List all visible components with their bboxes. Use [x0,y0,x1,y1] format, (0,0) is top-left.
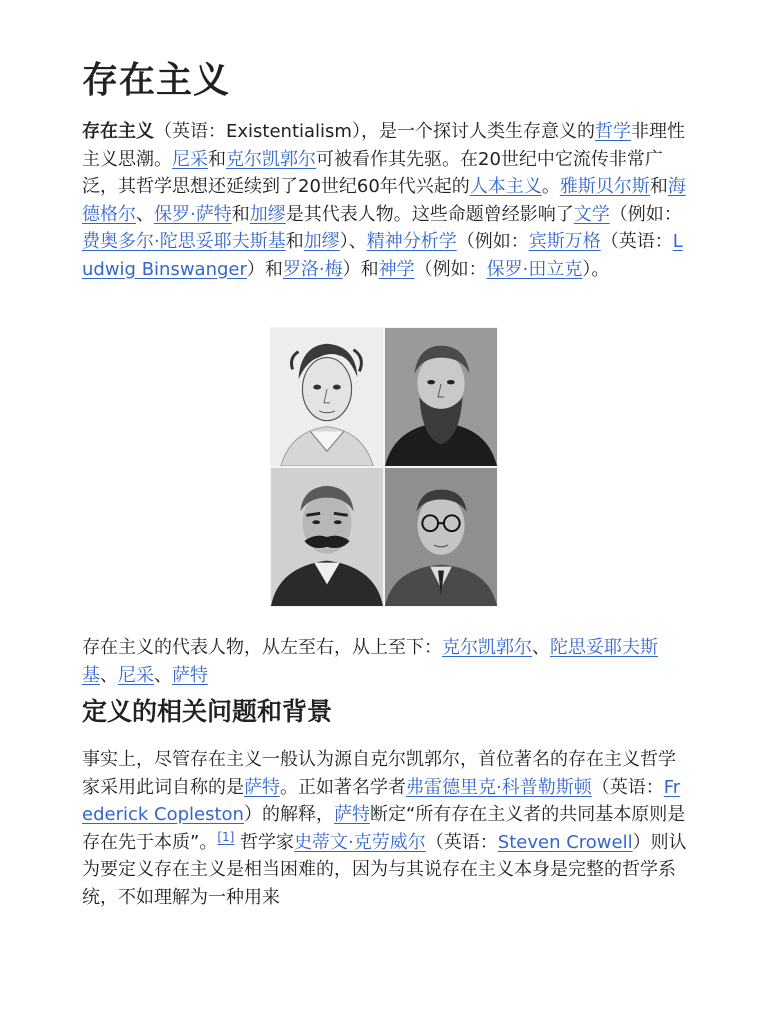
text: 和 [208,148,226,170]
link-copleston-en[interactable]: Frederick Copleston [82,776,681,825]
text: （例如： [414,258,487,280]
text: ）则认为要定义存在主义是相当困难的，因为与其说存在主义本身是完整的哲学系统，不如理解为一种用来 [82,831,687,908]
link-crowell-en[interactable]: Steven Crowell [497,831,633,853]
caption-link-kierkegaard[interactable]: 克尔凯郭尔 [442,637,532,658]
caption-link-dostoevsky[interactable]: 陀思妥耶夫斯基 [82,637,658,686]
text: 是其代表人物。这些命题曾经影响了 [285,203,574,225]
section-heading: 定义的相关问题和背景 [82,697,333,726]
section-paragraph [82,746,688,911]
text: ）的解释， [243,804,334,825]
intro-paragraph [82,118,688,283]
text: （英语： [425,831,498,853]
text: 、 [532,637,550,658]
nietzsche-portrait [270,467,384,607]
link-humanism[interactable]: 人本主义 [469,176,542,197]
link-psychoanalysis[interactable]: 精神分析学 [366,231,457,252]
text: ）、 [339,231,367,252]
link-sartre[interactable]: 保罗·萨特 [154,203,232,225]
link-philosophy[interactable]: 哲学 [594,121,631,142]
link-binswanger-en[interactable]: Ludwig Binswanger [82,231,683,280]
text: （例如： [609,203,682,225]
text: 非理性主义思潮。 [82,121,685,170]
term-bold: 存在主义 [82,121,154,142]
text: 断定“所有存在主义者的共同基本原则是存在先于本质”。 [82,804,686,853]
link-tillich[interactable]: 保罗·田立克 [486,258,583,280]
text: 事实上，尽管存在主义一般认为源自克尔凯郭尔，首位著名的存在主义哲学家采用此词自称的是 [82,749,676,798]
text: （例如： [456,231,529,252]
text: ）和 [342,258,379,280]
link-jaspers[interactable]: 雅斯贝尔斯 [559,176,650,197]
link-nietzsche[interactable]: 尼采 [172,148,208,170]
reference-link[interactable]: [1] [217,829,235,844]
link-sartre-2[interactable]: 萨特 [244,776,280,798]
text: 、 [100,664,118,686]
link-copleston[interactable]: 弗雷德里克·科普勒斯顿 [406,776,592,798]
link-kierkegaard[interactable]: 克尔凯郭尔 [226,148,316,170]
link-crowell[interactable]: 史蒂文·克劳威尔 [294,831,426,853]
page-title: 存在主义 [82,60,231,101]
text: 、 [136,203,154,225]
kierkegaard-portrait [270,327,384,467]
text: 。正如著名学者 [280,776,406,798]
dostoevsky-portrait [384,327,498,467]
link-camus[interactable]: 加缪 [249,203,286,225]
sartre-portrait [384,467,498,607]
text: （英语：Existentialism），是一个探讨人类生存意义的 [154,121,595,142]
figure-caption [82,634,688,689]
text: 存在主义的代表人物，从左至右，从上至下： [82,637,442,658]
link-rollo-may[interactable]: 罗洛·梅 [282,258,343,280]
text: ）和 [246,258,283,280]
text: （英语： [591,776,664,798]
text: （英语： [600,231,673,252]
link-camus-2[interactable]: 加缪 [303,231,340,252]
text: 。 [541,176,560,197]
caption-link-nietzsche[interactable]: 尼采 [118,664,154,686]
link-dostoevsky[interactable]: 费奥多尔·陀思妥耶夫斯基 [82,231,286,252]
link-sartre-3[interactable]: 萨特 [333,804,370,825]
text: 、 [154,664,172,686]
text: ）。 [582,258,610,280]
link-heidegger[interactable]: 海德格尔 [82,176,686,225]
link-theology[interactable]: 神学 [378,258,415,280]
text: 和 [649,176,668,197]
link-literature[interactable]: 文学 [573,203,610,225]
text: 哲学家 [234,831,295,853]
caption-link-sartre[interactable]: 萨特 [172,664,208,686]
text: 可被看作其先驱。在20世纪中它流传非常广泛，其哲学思想还延续到了20世纪60年代兴起的 [82,148,663,197]
portrait-grid-image[interactable] [270,327,498,607]
text: 和 [285,231,304,252]
link-binswanger[interactable]: 宾斯万格 [528,231,601,252]
text: 和 [231,203,250,225]
